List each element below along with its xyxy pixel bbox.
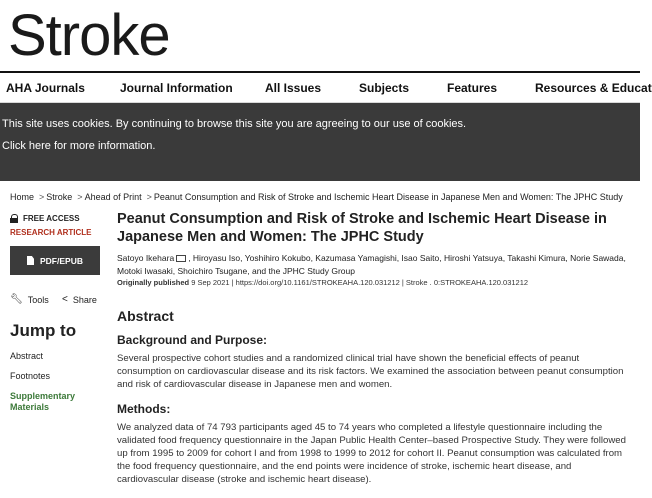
abstract-heading: Abstract [117,308,174,324]
share-button[interactable] [62,294,97,305]
jump-link-supplementary[interactable]: Supplementary [10,391,76,401]
main-nav [0,73,652,103]
tools-label: Tools [27,294,49,305]
breadcrumb-ahead-of-print[interactable]: Ahead of Print [84,192,142,202]
cookie-more-info-link[interactable]: Click here for more information. [2,140,156,152]
masthead [0,0,640,72]
background-paragraph [117,352,632,391]
document-icon [27,256,34,265]
breadcrumb [10,192,625,202]
share-icon: < [62,294,68,305]
pdf-epub-label: PDF/EPUB [40,255,83,266]
jump-link-materials[interactable]: Materials [10,402,50,412]
paragraph-line: Several prospective cohort studies and a randomized clinical trial have shown the beneficial effects of peanut [117,353,580,364]
paragraph-line: validated food frequency questionnaire in the Japan Public Health Center–based Prospective Study. They were followed [117,435,626,446]
paragraph-line: cardiovascular disease (stroke and ischemic heart disease). [117,474,372,485]
author-names: , Hiroyasu Iso, Yoshihiro Kokubo, Kazumasa Yamagishi, Isao Saito, Hiroshi Yatsuya, Takashi Kimura, Norie Sawada, [188,253,626,263]
nav-all-issues[interactable]: All Issues [265,81,322,95]
article-title-line: Peanut Consumption and Risk of Stroke and Ischemic Heart Disease in [117,211,607,227]
nav-journal-information[interactable]: Journal Information [120,81,233,95]
nav-features[interactable]: Features [447,81,498,95]
breadcrumb-current: Peanut Consumption and Risk of Stroke and Ischemic Heart Disease in Japanese Men and Women: The JPHC Study [153,192,623,202]
jump-link-footnotes[interactable]: Footnotes [10,371,51,381]
paragraph-line: the food frequency questionnaire, and the end points were incidence of stroke, ischemic heart disease, and [117,461,572,472]
background-heading: Background and Purpose: [117,333,268,347]
pdf-epub-button[interactable] [10,246,100,275]
paragraph-line: up from 1995 to 2009 for cohort I and from 1998 to 1999 to 2012 for cohort II. Peanut consumption was calculated from [117,448,623,459]
jump-link-abstract[interactable]: Abstract [10,351,44,361]
cookie-notice-text: This site uses cookies. By continuing to browse this site you are agreeing to our use of cookies. [2,118,467,130]
share-label: Share [72,294,97,305]
paragraph-line: and risk of cardiovascular disease in Japanese men and women. [117,379,393,390]
methods-heading: Methods: [117,402,171,416]
mail-icon[interactable] [176,255,186,262]
paragraph-line: consumption on cardiovascular disease and its risk factors. We examined the association between peanut consumption [117,366,624,377]
article-title [117,210,637,246]
breadcrumb-separator: > [146,192,152,202]
publication-info [117,278,528,287]
breadcrumb-home[interactable]: Home [10,192,35,202]
nav-aha-journals[interactable]: AHA Journals [6,81,85,95]
article-title-line: Japanese Men and Women: The JPHC Study [117,229,424,245]
unlock-icon [10,214,18,223]
nav-subjects[interactable]: Subjects [359,81,410,95]
free-access-badge [10,214,80,223]
author-names: Motoki Iwasaki, Shoichiro Tsugane, and the JPHC Study Group [117,266,355,276]
author-list [117,252,632,278]
breadcrumb-stroke[interactable]: Stroke [46,192,73,202]
author-corresponding[interactable]: Satoyo Ikehara [117,253,175,263]
breadcrumb-separator: > [39,192,45,202]
journal-logo[interactable]: Stroke [8,3,170,68]
tools-button[interactable] [10,294,49,305]
methods-paragraph [117,421,632,486]
published-label: Originally published [117,278,190,287]
jump-to-heading: Jump to [10,321,77,340]
breadcrumb-separator: > [77,192,83,202]
wrench-icon: 🔧︎ [10,294,23,305]
paragraph-line: We analyzed data of 74 793 participants aged 45 to 74 years who completed a lifestyle questionnaire including the [117,422,603,433]
nav-resources-education[interactable]: Resources & Educat [535,81,652,95]
free-access-label: FREE ACCESS [23,214,80,223]
published-details: 9 Sep 2021 | https://doi.org/10.1161/STROKEAHA.120.031212 | Stroke . 0:STROKEAHA.120.031212 [191,278,529,287]
article-type-label: RESEARCH ARTICLE [10,228,92,237]
article-sidebar [0,208,110,498]
cookie-banner [0,103,640,181]
